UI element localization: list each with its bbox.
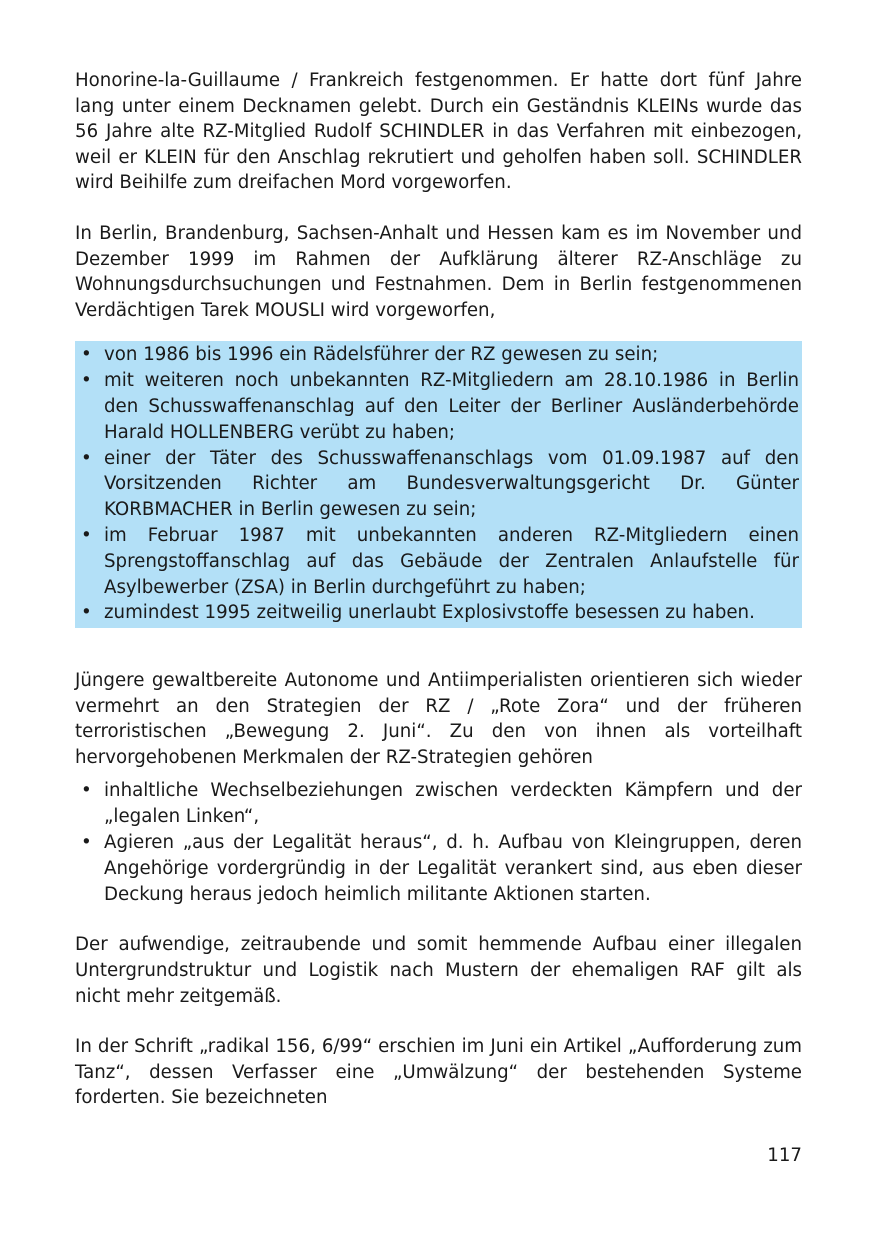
paragraph-berlin-arrests: In Berlin, Brandenburg, Sachsen-Anhalt und Hessen kam es im November und Dezember 1999 im Rahmen der Aufklärung älterer RZ-Anschläge zu Wohnungsdurchsuchungen und Festnahmen. Dem in Berlin festgenommenen Verdächtigen Tarek MOUSLI wird vorgeworfen, xyxy=(75,222,802,321)
paragraph-raf-structure: Der aufwendige, zeitraubende und somit hemmende Aufbau einer illegalen Untergrundstruktur und Logistik nach Mustern der ehemaligen RAF gilt als nicht mehr zeitgemäß. xyxy=(75,934,802,1007)
accusations-highlight-box xyxy=(75,341,802,628)
list-item xyxy=(75,778,802,830)
list-item xyxy=(75,368,799,445)
list-item xyxy=(75,446,799,523)
bullet-icon: • xyxy=(81,602,92,624)
bullet-icon: • xyxy=(81,447,92,469)
list-item-text: Agieren „aus der Legalität heraus“, d. h. Aufbau von Kleingruppen, deren Angehörige vordergründig in der Legalität verankert sind, aus eben dieser Deckung heraus jedoch heimlich militante Aktionen starten. xyxy=(104,832,802,905)
list-item-text: von 1986 bis 1996 ein Rädelsführer der RZ gewesen zu sein; xyxy=(104,344,659,366)
bullet-icon: • xyxy=(81,832,92,854)
list-item xyxy=(75,600,799,626)
bullet-icon: • xyxy=(81,780,92,802)
page-number: 117 xyxy=(767,1145,802,1166)
bullet-icon: • xyxy=(81,344,92,366)
paragraph-radikal-article: In der Schrift „radikal 156, 6/99“ erschien im Juni ein Artikel „Aufforderung zum Tanz“, dessen Verfasser eine „Umwälzung“ der bestehenden Systeme forderten. Sie bezeichneten xyxy=(75,1036,802,1109)
list-item xyxy=(75,342,799,368)
paragraph-klein-schindler: Honorine-la-Guillaume / Frankreich festgenommen. Er hatte dort fünf Jahre lang unter einem Decknamen gelebt. Durch ein Geständnis KLEINs wurde das 56 Jahre alte RZ-Mitglied Rudolf SCHINDLER in das Verfahren mit einbezogen, weil er KLEIN für den Anschlag rekrutiert und geholfen haben soll. SCHINDLER wird Beihilfe zum dreifachen Mord vorgeworfen. xyxy=(75,70,802,194)
accusations-list xyxy=(75,342,799,626)
list-item xyxy=(75,523,799,600)
list-item xyxy=(75,830,802,907)
list-item-text: im Februar 1987 mit unbekannten anderen RZ-Mitgliedern einen Sprengstoffanschlag auf das Gebäude der Zentralen Anlaufstelle für Asylbewerber (ZSA) in Berlin durchgeführt zu haben; xyxy=(104,524,799,598)
bullet-icon: • xyxy=(81,524,92,546)
list-item-text: inhaltliche Wechselbeziehungen zwischen verdeckten Kämpfern und der „legalen Linken“, xyxy=(104,780,802,828)
bullet-icon: • xyxy=(81,370,92,392)
list-item-text: mit weiteren noch unbekannten RZ-Mitgliedern am 28.10.1986 in Berlin den Schusswaffenanschlag auf den Leiter der Berliner Ausländerbehörde Harald HOLLENBERG verübt zu haben; xyxy=(104,370,799,443)
document-page xyxy=(75,68,802,1111)
list-item-text: zumindest 1995 zeitweilig unerlaubt Explosivstoffe besessen zu haben. xyxy=(104,602,755,624)
strategy-features-list xyxy=(75,778,802,907)
paragraph-autonomous-strategies: Jüngere gewaltbereite Autonome und Antiimperialisten orientieren sich wieder vermehrt an den Strategien der RZ / „Rote Zora“ und der früheren terroristischen „Bewegung 2. Juni“. Zu den von ihnen als vorteilhaft hervorgehobenen Merkmalen der RZ-Strategien gehören xyxy=(75,670,802,768)
list-item-text: einer der Täter des Schusswaffenanschlags vom 01.09.1987 auf den Vorsitzenden Richter am Bundesverwaltungsgericht Dr. Günter KORBMACHER in Berlin gewesen zu sein; xyxy=(104,447,799,521)
